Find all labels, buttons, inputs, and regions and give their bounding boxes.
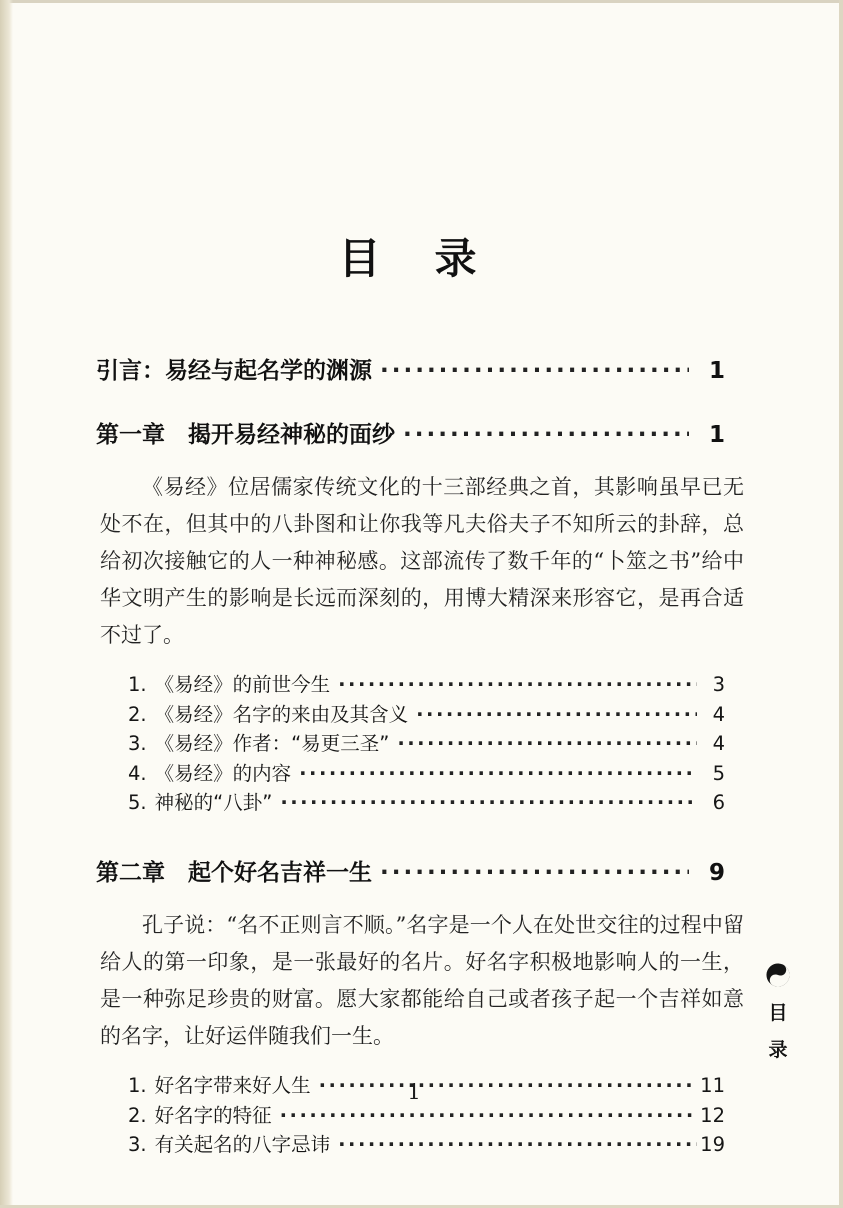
subentry-label: 《易经》名字的来由及其含义 <box>154 702 409 726</box>
subentry-page: 12 <box>700 1103 725 1127</box>
dot-leader <box>380 860 689 888</box>
toc-subentry <box>128 759 725 789</box>
dot-leader <box>299 759 697 789</box>
toc-subentry <box>128 670 725 700</box>
subentry-label: 有关起名的八字忌讳 <box>154 1133 331 1157</box>
subentry-number: 2. <box>128 702 147 726</box>
subentry-number: 3. <box>128 1133 147 1157</box>
subentry-number: 2. <box>128 1103 147 1127</box>
toc-entry-intro <box>96 358 725 386</box>
subentry-number: 3. <box>128 732 147 756</box>
toc-subentry <box>128 788 725 818</box>
dot-leader <box>380 358 689 386</box>
toc-entry-chapter-2 <box>96 860 725 888</box>
subentry-page: 11 <box>700 1074 725 1098</box>
subentry-page: 5 <box>712 761 725 785</box>
subentry-label: 神秘的“八卦” <box>154 791 273 815</box>
subentry-label: 好名字带来好人生 <box>154 1074 311 1098</box>
toc-entry-chapter-1 <box>96 422 725 450</box>
side-tab-label-char: 录 <box>768 1038 788 1061</box>
subentry-number: 5. <box>128 791 147 815</box>
subentry-number: 4. <box>128 761 147 785</box>
subentry-page: 4 <box>712 702 725 726</box>
subentry-page: 19 <box>700 1133 725 1157</box>
toc-subentry <box>128 1101 725 1131</box>
subentry-label: 《易经》的内容 <box>154 761 292 785</box>
toc-entry-page: 1 <box>708 358 725 384</box>
chapter-2-intro-paragraph: 孔子说：“名不正则言不顺。”名字是一个人在处世交往的过程中留给人的第一印象，是一张最好的名片。好名字积极地影响人的一生，是一种弥足珍贵的财富。愿大家都能给自己或者孩子起一个吉祥如意的名字，让好运伴随我们一生。 <box>100 913 744 1049</box>
subentry-number: 1. <box>128 1074 147 1098</box>
subentry-label: 好名字的特征 <box>154 1103 272 1127</box>
toc-subentry <box>128 1130 725 1160</box>
subentry-page: 6 <box>712 791 725 815</box>
dot-leader <box>280 1101 697 1131</box>
side-tab-label-char: 目 <box>768 1002 788 1024</box>
chapter-side-tab <box>758 963 798 1062</box>
toc-subentry <box>128 729 725 759</box>
dot-leader <box>416 700 697 730</box>
chapter-1-intro-paragraph: 《易经》位居儒家传统文化的十三部经典之首，其影响虽早已无处不在，但其中的八卦图和让你我等凡夫俗夫子不知所云的卦辞，总给初次接触它的人一种神秘感。这部流传了数千年的“卜筮之书”给中华文明产生的影响是长远而深刻的，用博大精深来形容它，是再合适不过了。 <box>100 475 744 648</box>
toc-subentry <box>128 700 725 730</box>
dot-leader <box>338 670 697 700</box>
page-title: 目 录 <box>338 234 483 283</box>
subentry-label: 《易经》的前世今生 <box>154 673 331 697</box>
toc-entry-label: 第一章 揭开易经神秘的面纱 <box>96 421 395 448</box>
dot-leader <box>280 788 697 818</box>
subentry-page: 3 <box>712 673 725 697</box>
table-of-contents <box>96 358 744 1160</box>
toc-entry-page: 1 <box>708 421 725 448</box>
toc-entry-label: 引言：易经与起名学的渊源 <box>96 358 372 384</box>
dot-leader <box>397 729 697 759</box>
dot-leader <box>403 422 689 450</box>
chapter-1-items <box>96 670 725 818</box>
subentry-label: 《易经》作者：“易更三圣” <box>154 732 390 756</box>
toc-entry-page: 9 <box>708 859 725 886</box>
footer-page-number: 1 <box>407 1080 421 1104</box>
toc-entry-label: 第二章 起个好名吉祥一生 <box>96 859 372 886</box>
subentry-number: 1. <box>128 673 147 697</box>
yinyang-icon <box>766 963 790 987</box>
subentry-page: 4 <box>712 732 725 756</box>
dot-leader <box>338 1130 697 1160</box>
